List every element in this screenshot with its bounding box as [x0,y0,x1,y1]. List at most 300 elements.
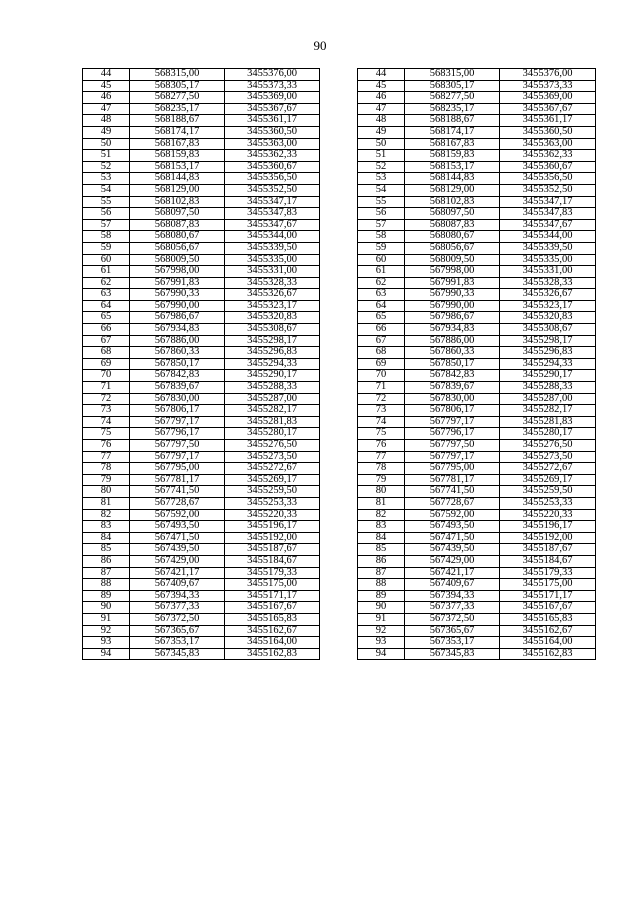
point-number-cell: 80 [83,486,130,498]
table-row [358,486,596,498]
point-number-cell: 67 [83,335,130,347]
table-row [83,208,320,220]
table-row [358,544,596,556]
point-number-cell: 60 [358,254,405,266]
table-row [83,173,320,185]
point-number-cell: 48 [83,115,130,127]
point-number-cell: 91 [83,613,130,625]
x-coordinate-cell: 567592,00 [405,509,500,521]
table-row [358,324,596,336]
x-coordinate-cell: 568188,67 [405,115,500,127]
x-coordinate-cell: 567860,33 [130,347,225,359]
x-coordinate-cell: 567990,33 [405,289,500,301]
point-number-cell: 90 [358,602,405,614]
point-number-cell: 83 [358,521,405,533]
point-number-cell: 54 [358,184,405,196]
point-number-cell: 49 [358,126,405,138]
point-number-cell: 45 [83,80,130,92]
y-coordinate-cell: 3455162,83 [500,648,596,660]
y-coordinate-cell: 3455369,00 [500,92,596,104]
y-coordinate-cell: 3455164,00 [500,637,596,649]
table-row [358,150,596,162]
table-row [83,115,320,127]
x-coordinate-cell: 567830,00 [130,393,225,405]
y-coordinate-cell: 3455167,67 [500,602,596,614]
point-number-cell: 74 [358,416,405,428]
point-number-cell: 92 [83,625,130,637]
table-row [358,161,596,173]
point-number-cell: 76 [358,440,405,452]
table-row [83,567,320,579]
point-number-cell: 86 [83,555,130,567]
point-number-cell: 51 [83,150,130,162]
table-row [358,555,596,567]
y-coordinate-cell: 3455273,50 [500,451,596,463]
point-number-cell: 59 [83,242,130,254]
point-number-cell: 93 [358,637,405,649]
y-coordinate-cell: 3455259,50 [225,486,320,498]
point-number-cell: 52 [358,161,405,173]
point-number-cell: 77 [358,451,405,463]
point-number-cell: 82 [358,509,405,521]
table-row [83,463,320,475]
y-coordinate-cell: 3455171,17 [500,590,596,602]
y-coordinate-cell: 3455269,17 [500,474,596,486]
y-coordinate-cell: 3455352,50 [225,184,320,196]
y-coordinate-cell: 3455272,67 [500,463,596,475]
x-coordinate-cell: 567986,67 [130,312,225,324]
x-coordinate-cell: 567421,17 [405,567,500,579]
table-row [83,92,320,104]
x-coordinate-cell: 567860,33 [405,347,500,359]
table-row [83,521,320,533]
point-number-cell: 70 [83,370,130,382]
y-coordinate-cell: 3455282,17 [225,405,320,417]
x-coordinate-cell: 567345,83 [405,648,500,660]
x-coordinate-cell: 567439,50 [130,544,225,556]
x-coordinate-cell: 568159,83 [405,150,500,162]
x-coordinate-cell: 567998,00 [405,266,500,278]
y-coordinate-cell: 3455162,67 [500,625,596,637]
table-row [358,440,596,452]
x-coordinate-cell: 567394,33 [130,590,225,602]
table-row [83,277,320,289]
x-coordinate-cell: 567842,83 [130,370,225,382]
x-coordinate-cell: 568305,17 [130,80,225,92]
point-number-cell: 75 [358,428,405,440]
x-coordinate-cell: 567842,83 [405,370,500,382]
table-row [83,324,320,336]
x-coordinate-cell: 568056,67 [405,242,500,254]
y-coordinate-cell: 3455376,00 [225,69,320,81]
y-coordinate-cell: 3455273,50 [225,451,320,463]
y-coordinate-cell: 3455352,50 [500,184,596,196]
x-coordinate-cell: 567806,17 [405,405,500,417]
x-coordinate-cell: 567991,83 [130,277,225,289]
point-number-cell: 94 [83,648,130,660]
y-coordinate-cell: 3455290,17 [500,370,596,382]
x-coordinate-cell: 568009,50 [405,254,500,266]
y-coordinate-cell: 3455290,17 [225,370,320,382]
point-number-cell: 50 [358,138,405,150]
page-number: 90 [313,38,327,53]
y-coordinate-cell: 3455326,67 [500,289,596,301]
y-coordinate-cell: 3455196,17 [500,521,596,533]
y-coordinate-cell: 3455165,83 [225,613,320,625]
x-coordinate-cell: 568159,83 [130,150,225,162]
point-number-cell: 57 [358,219,405,231]
y-coordinate-cell: 3455308,67 [500,324,596,336]
y-coordinate-cell: 3455298,17 [500,335,596,347]
y-coordinate-cell: 3455360,67 [225,161,320,173]
y-coordinate-cell: 3455369,00 [225,92,320,104]
x-coordinate-cell: 568129,00 [130,184,225,196]
table-row [358,92,596,104]
table-row [358,347,596,359]
y-coordinate-cell: 3455294,33 [225,358,320,370]
point-number-cell: 73 [83,405,130,417]
table-row [358,126,596,138]
x-coordinate-cell: 567806,17 [130,405,225,417]
table-row [358,173,596,185]
x-coordinate-cell: 568235,17 [405,103,500,115]
y-coordinate-cell: 3455296,83 [225,347,320,359]
table-row [83,347,320,359]
table-row [83,532,320,544]
y-coordinate-cell: 3455331,00 [500,266,596,278]
y-coordinate-cell: 3455367,67 [500,103,596,115]
point-number-cell: 87 [83,567,130,579]
table-row [83,602,320,614]
point-number-cell: 60 [83,254,130,266]
x-coordinate-cell: 568087,83 [130,219,225,231]
x-coordinate-cell: 567493,50 [130,521,225,533]
y-coordinate-cell: 3455187,67 [225,544,320,556]
point-number-cell: 83 [83,521,130,533]
x-coordinate-cell: 567990,00 [130,300,225,312]
x-coordinate-cell: 568097,50 [405,208,500,220]
y-coordinate-cell: 3455335,00 [225,254,320,266]
x-coordinate-cell: 567365,67 [130,625,225,637]
table-row [83,219,320,231]
y-coordinate-cell: 3455367,67 [225,103,320,115]
table-row [83,80,320,92]
table-row [83,497,320,509]
x-coordinate-cell: 567986,67 [405,312,500,324]
point-number-cell: 64 [358,300,405,312]
table-row [358,613,596,625]
table-row [83,300,320,312]
point-number-cell: 51 [358,150,405,162]
x-coordinate-cell: 568277,50 [130,92,225,104]
x-coordinate-cell: 567850,17 [130,358,225,370]
table-row [358,300,596,312]
table-row [358,416,596,428]
y-coordinate-cell: 3455360,50 [225,126,320,138]
x-coordinate-cell: 567795,00 [130,463,225,475]
point-number-cell: 56 [358,208,405,220]
table-row [83,637,320,649]
y-coordinate-cell: 3455356,50 [500,173,596,185]
table-row [83,590,320,602]
table-row [83,486,320,498]
table-row [358,254,596,266]
point-number-cell: 79 [83,474,130,486]
y-coordinate-cell: 3455360,50 [500,126,596,138]
y-coordinate-cell: 3455220,33 [225,509,320,521]
x-coordinate-cell: 567372,50 [130,613,225,625]
x-coordinate-cell: 568102,83 [405,196,500,208]
x-coordinate-cell: 568174,17 [130,126,225,138]
x-coordinate-cell: 567421,17 [130,567,225,579]
point-number-cell: 66 [358,324,405,336]
x-coordinate-cell: 568153,17 [130,161,225,173]
y-coordinate-cell: 3455347,17 [500,196,596,208]
table-row [358,370,596,382]
y-coordinate-cell: 3455171,17 [225,590,320,602]
point-number-cell: 55 [83,196,130,208]
x-coordinate-cell: 567797,17 [130,416,225,428]
point-number-cell: 78 [83,463,130,475]
y-coordinate-cell: 3455344,00 [500,231,596,243]
x-coordinate-cell: 567797,17 [405,451,500,463]
point-number-cell: 80 [358,486,405,498]
y-coordinate-cell: 3455326,67 [225,289,320,301]
x-coordinate-cell: 568056,67 [130,242,225,254]
x-coordinate-cell: 567353,17 [130,637,225,649]
x-coordinate-cell: 568097,50 [130,208,225,220]
y-coordinate-cell: 3455328,33 [500,277,596,289]
y-coordinate-cell: 3455347,83 [225,208,320,220]
table-row [358,451,596,463]
table-row [358,648,596,660]
table-row [358,521,596,533]
y-coordinate-cell: 3455296,83 [500,347,596,359]
x-coordinate-cell: 567796,17 [405,428,500,440]
table-row [83,451,320,463]
point-number-cell: 63 [358,289,405,301]
point-number-cell: 58 [358,231,405,243]
y-coordinate-cell: 3455184,67 [500,555,596,567]
y-coordinate-cell: 3455320,83 [225,312,320,324]
x-coordinate-cell: 567429,00 [405,555,500,567]
y-coordinate-cell: 3455164,00 [225,637,320,649]
table-row [83,69,320,81]
x-coordinate-cell: 567741,50 [130,486,225,498]
table-row [358,312,596,324]
x-coordinate-cell: 567377,33 [130,602,225,614]
y-coordinate-cell: 3455269,17 [225,474,320,486]
y-coordinate-cell: 3455308,67 [225,324,320,336]
y-coordinate-cell: 3455328,33 [225,277,320,289]
x-coordinate-cell: 567990,00 [405,300,500,312]
x-coordinate-cell: 568144,83 [130,173,225,185]
y-coordinate-cell: 3455347,67 [500,219,596,231]
table-row [83,440,320,452]
x-coordinate-cell: 568009,50 [130,254,225,266]
table-row [358,184,596,196]
table-row [358,196,596,208]
x-coordinate-cell: 567886,00 [130,335,225,347]
point-number-cell: 69 [83,358,130,370]
x-coordinate-cell: 567797,50 [405,440,500,452]
y-coordinate-cell: 3455361,17 [500,115,596,127]
table-row [83,335,320,347]
x-coordinate-cell: 568305,17 [405,80,500,92]
point-number-cell: 54 [83,184,130,196]
point-number-cell: 52 [83,161,130,173]
y-coordinate-cell: 3455323,17 [225,300,320,312]
y-coordinate-cell: 3455347,67 [225,219,320,231]
x-coordinate-cell: 567728,67 [130,497,225,509]
table-row [358,242,596,254]
point-number-cell: 55 [358,196,405,208]
point-number-cell: 46 [358,92,405,104]
x-coordinate-cell: 567394,33 [405,590,500,602]
x-coordinate-cell: 567372,50 [405,613,500,625]
point-number-cell: 89 [83,590,130,602]
y-coordinate-cell: 3455281,83 [500,416,596,428]
y-coordinate-cell: 3455298,17 [225,335,320,347]
x-coordinate-cell: 568129,00 [405,184,500,196]
point-number-cell: 74 [83,416,130,428]
table-row [358,602,596,614]
x-coordinate-cell: 568235,17 [130,103,225,115]
y-coordinate-cell: 3455339,50 [500,242,596,254]
y-coordinate-cell: 3455187,67 [500,544,596,556]
y-coordinate-cell: 3455162,83 [225,648,320,660]
x-coordinate-cell: 568087,83 [405,219,500,231]
y-coordinate-cell: 3455287,00 [225,393,320,405]
y-coordinate-cell: 3455288,33 [500,382,596,394]
y-coordinate-cell: 3455175,00 [225,579,320,591]
point-number-cell: 48 [358,115,405,127]
table-row [83,544,320,556]
y-coordinate-cell: 3455253,33 [500,497,596,509]
x-coordinate-cell: 567409,67 [130,579,225,591]
table-row [358,567,596,579]
x-coordinate-cell: 568188,67 [130,115,225,127]
point-number-cell: 62 [83,277,130,289]
x-coordinate-cell: 567796,17 [130,428,225,440]
y-coordinate-cell: 3455363,00 [500,138,596,150]
point-number-cell: 93 [83,637,130,649]
x-coordinate-cell: 567998,00 [130,266,225,278]
coordinates-table-right-body [358,69,596,660]
x-coordinate-cell: 567429,00 [130,555,225,567]
point-number-cell: 77 [83,451,130,463]
point-number-cell: 86 [358,555,405,567]
point-number-cell: 53 [83,173,130,185]
x-coordinate-cell: 567471,50 [405,532,500,544]
table-row [358,532,596,544]
table-row [83,382,320,394]
point-number-cell: 65 [358,312,405,324]
y-coordinate-cell: 3455282,17 [500,405,596,417]
y-coordinate-cell: 3455287,00 [500,393,596,405]
point-number-cell: 82 [83,509,130,521]
x-coordinate-cell: 567991,83 [405,277,500,289]
point-number-cell: 78 [358,463,405,475]
table-row [83,416,320,428]
x-coordinate-cell: 568153,17 [405,161,500,173]
point-number-cell: 85 [83,544,130,556]
y-coordinate-cell: 3455259,50 [500,486,596,498]
y-coordinate-cell: 3455280,17 [225,428,320,440]
table-row [358,625,596,637]
y-coordinate-cell: 3455165,83 [500,613,596,625]
x-coordinate-cell: 567471,50 [130,532,225,544]
coordinates-table-left-body [83,69,320,660]
point-number-cell: 88 [83,579,130,591]
x-coordinate-cell: 567409,67 [405,579,500,591]
point-number-cell: 61 [358,266,405,278]
table-row [83,231,320,243]
point-number-cell: 88 [358,579,405,591]
point-number-cell: 63 [83,289,130,301]
table-row [83,579,320,591]
point-number-cell: 71 [358,382,405,394]
y-coordinate-cell: 3455272,67 [225,463,320,475]
x-coordinate-cell: 568174,17 [405,126,500,138]
table-row [358,277,596,289]
y-coordinate-cell: 3455184,67 [225,555,320,567]
coordinates-table-right [357,68,596,660]
y-coordinate-cell: 3455167,67 [225,602,320,614]
point-number-cell: 72 [358,393,405,405]
table-row [358,428,596,440]
table-row [83,625,320,637]
y-coordinate-cell: 3455373,33 [500,80,596,92]
y-coordinate-cell: 3455320,83 [500,312,596,324]
point-number-cell: 68 [358,347,405,359]
point-number-cell: 45 [358,80,405,92]
y-coordinate-cell: 3455363,00 [225,138,320,150]
y-coordinate-cell: 3455376,00 [500,69,596,81]
y-coordinate-cell: 3455361,17 [225,115,320,127]
table-row [83,613,320,625]
y-coordinate-cell: 3455179,33 [500,567,596,579]
y-coordinate-cell: 3455362,33 [225,150,320,162]
table-row [358,358,596,370]
y-coordinate-cell: 3455373,33 [225,80,320,92]
x-coordinate-cell: 567353,17 [405,637,500,649]
x-coordinate-cell: 567797,17 [405,416,500,428]
table-row [83,254,320,266]
x-coordinate-cell: 567365,67 [405,625,500,637]
x-coordinate-cell: 567439,50 [405,544,500,556]
point-number-cell: 72 [83,393,130,405]
point-number-cell: 84 [358,532,405,544]
point-number-cell: 71 [83,382,130,394]
table-row [83,405,320,417]
table-row [358,405,596,417]
x-coordinate-cell: 567830,00 [405,393,500,405]
x-coordinate-cell: 567592,00 [130,509,225,521]
point-number-cell: 61 [83,266,130,278]
x-coordinate-cell: 567990,33 [130,289,225,301]
point-number-cell: 50 [83,138,130,150]
table-row [83,393,320,405]
table-row [358,463,596,475]
y-coordinate-cell: 3455276,50 [500,440,596,452]
y-coordinate-cell: 3455362,33 [500,150,596,162]
table-row [83,184,320,196]
point-number-cell: 47 [83,103,130,115]
table-row [83,648,320,660]
point-number-cell: 44 [83,69,130,81]
table-row [358,509,596,521]
